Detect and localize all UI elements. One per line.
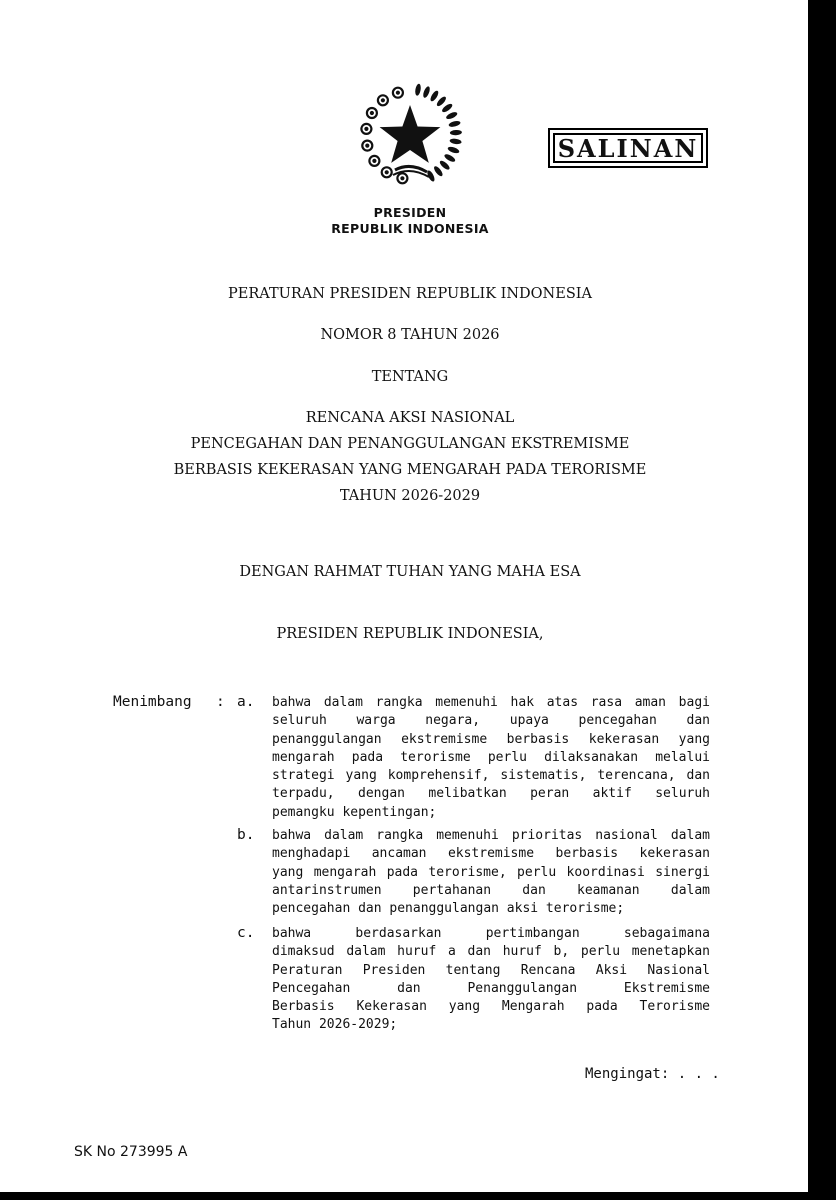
consideration-c [272,925,710,1035]
regulation-type: PERATURAN PRESIDEN REPUBLIK INDONESIA [228,286,592,302]
item-marker: a. [237,694,255,710]
wreath-leaf [435,95,447,107]
wreath-flower-center [373,159,376,162]
paragraph-line: bahwa dalam rangka memenuhi hak atas rasa aman bagi [272,695,710,710]
regulation-subject-line: RENCANA AKSI NASIONAL [305,410,515,426]
paragraph-line: Tahun 2026-2029; [272,1017,398,1033]
paragraph-line: antarinstrumen pertahanan dan keamanan dalam [272,882,710,898]
paragraph-line: penanggulangan ekstremisme berbasis kekerasan yang [272,731,710,747]
wreath-leaf [449,138,462,145]
paragraph-line: terpadu, dengan melibatkan peran aktif seluruh [272,786,710,802]
paragraph-line: pencegahan dan penanggulangan aksi terorisme; [272,901,625,917]
regulation-subject-line: BERBASIS KEKERASAN YANG MENGARAH PADA TERORISME [173,462,647,478]
regulation-subject-line: TAHUN 2026-2029 [339,488,481,504]
invocation: DENGAN RAHMAT TUHAN YANG MAHA ESA [239,564,581,580]
office-subtitle: REPUBLIK INDONESIA [331,221,489,236]
wreath-leaf [445,111,458,121]
wreath-leaf [433,165,444,178]
wreath-flower-center [396,91,399,94]
paragraph-line: bahwa dalam rangka memenuhi prioritas nasional dalam [272,828,710,843]
consideration-a [272,694,710,822]
wreath-flower-center [381,99,384,102]
paragraph-line: pemangku kepentingan; [272,804,437,820]
paragraph-line: Peraturan Presiden tentang Rencana Aksi Nasional [272,962,710,978]
wreath-leaf [414,83,421,96]
paragraph-line: dimaksud dalam huruf a dan huruf b, perlu menetapkan [272,944,710,960]
consideration-b [272,827,710,918]
regulation-about: TENTANG [371,369,449,385]
paragraph-line: yang mengarah pada terorisme, perlu koordinasi sinergi [272,864,710,880]
regulation-subject-line: PENCEGAHAN DAN PENANGGULANGAN EKSTREMISME [190,436,630,452]
regulation-number: NOMOR 8 TAHUN 2026 [320,327,500,343]
wreath-leaf [441,102,454,113]
wreath-flower-center [385,171,388,174]
document-serial-number: SK No 273995 A [74,1144,188,1160]
wreath-flower-center [366,144,369,147]
paragraph-line: mengarah pada terorisme perlu dilaksanakan melalui [272,749,710,765]
wreath-flower-center [401,177,404,180]
copy-stamp [548,128,708,168]
item-marker: c. [237,925,255,941]
menimbang-colon: : [216,694,225,710]
wreath-leaf [438,159,450,171]
wreath-leaf [447,146,460,155]
wreath-leaf [443,153,456,164]
office-title: PRESIDEN [373,205,447,220]
paragraph-line: seluruh warga negara, upaya pencegahan dan [272,713,710,729]
wreath-leaf [450,130,462,136]
paragraph-line: bahwa berdasarkan pertimbangan sebagaimana [272,926,710,941]
item-marker: b. [237,827,255,843]
paragraph-line: menghadapi ancaman ekstremisme berbasis kekerasan [272,846,710,862]
paragraph-line: Berbasis Kekerasan yang Mengarah pada Terorisme [272,999,710,1015]
wreath-leaf [429,90,440,103]
wreath-flower-center [365,127,368,130]
paragraph-line: Pencegahan dan Penanggulangan Ekstremisme [272,980,710,996]
paragraph-line: strategi yang komprehensif, sistematis, terencana, dan [272,768,710,784]
copy-stamp-text: SALINAN [557,133,699,163]
presidential-star-emblem-icon [355,80,465,190]
wreath-leaf [422,86,431,99]
scan-border-right [808,0,836,1200]
wreath-flower-center [370,111,373,114]
authority: PRESIDEN REPUBLIK INDONESIA, [276,626,544,642]
wreath-leaf [448,120,461,128]
scan-border-bottom [0,1192,836,1200]
menimbang-label: Menimbang [113,694,192,710]
continuation-marker: Mengingat: . . . [585,1066,720,1082]
